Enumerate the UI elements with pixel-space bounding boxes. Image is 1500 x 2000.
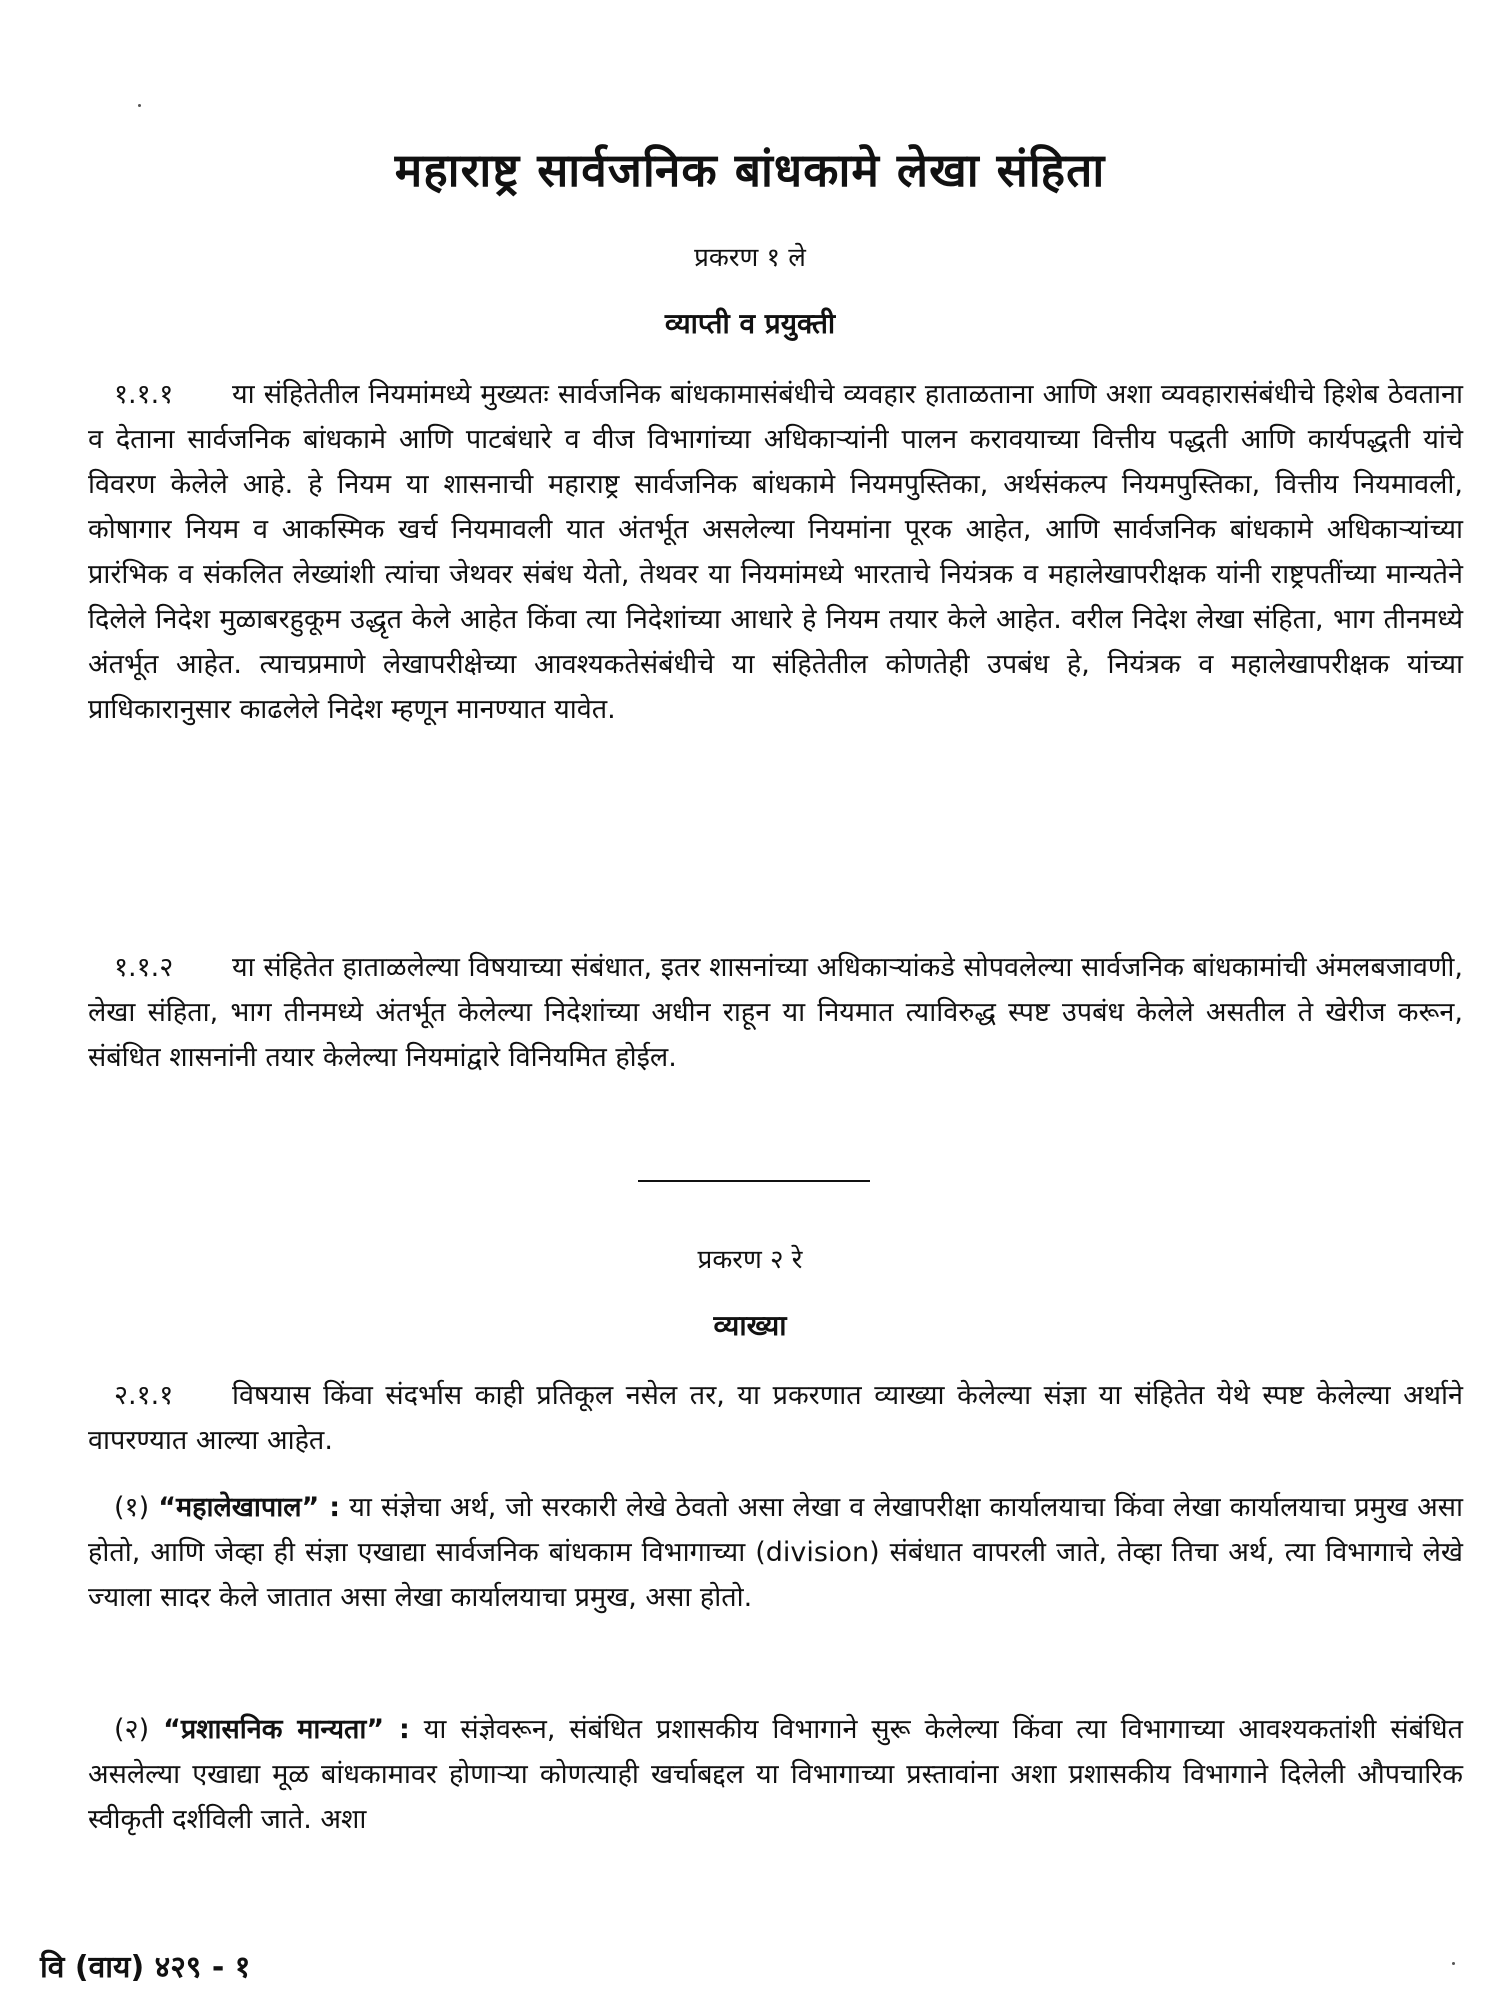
definition-2 (88, 1707, 1463, 1842)
definition-text: या संज्ञेचा अर्थ, जो सरकारी लेखे ठेवतो असा लेखा व लेखापरीक्षा कार्यालयाचा किंवा लेखा कार्यालयाचा प्रमुख असा होतो, आणि जेव्हा ही संज्ञा एखाद्या सार्वजनिक बांधकाम विभागाच्या (division) संबंधात वापरली जाते, तेव्हा तिचा अर्थ, त्या विभागाचे लेखे ज्याला सादर केले जातात असा लेखा कार्यालयाचा प्रमुख, असा होतो. (88, 1492, 1463, 1613)
clause-text: विषयास किंवा संदर्भास काही प्रतिकूल नसेल तर, या प्रकरणात व्याख्या केलेल्या संज्ञा या संहितेत येथे स्पष्ट केलेल्या अर्थाने वापरण्यात आल्या आहेत. (88, 1380, 1463, 1456)
section-divider (638, 1180, 870, 1182)
clause-text: या संहितेतील नियमांमध्ये मुख्यतः सार्वजनिक बांधकामासंबंधीचे व्यवहार हाताळताना आणि अशा व्यवहारासंबंधीचे हिशेब ठेवताना व देताना सार्वजनिक बांधकामे आणि पाटबंधारे व वीज विभागांच्या अधिकाऱ्यांनी पालन करावयाच्या वित्तीय पद्धती आणि कार्यपद्धती यांचे विवरण केलेले आहे. हे नियम या शासनाची महाराष्ट्र सार्वजनिक बांधकामे नियमपुस्तिका, अर्थसंकल्प नियमपुस्तिका, वित्तीय नियमावली, कोषागार नियम व आकस्मिक खर्च नियमावली यात अंतर्भूत असलेल्या नियमांना पूरक आहेत, आणि सार्वजनिक बांधकामे अधिकाऱ्यांच्या प्रारंभिक व संकलित लेख्यांशी त्यांचा जेथवर संबंध येतो, तेथवर या नियमांमध्ये भारताचे नियंत्रक व महालेखापरीक्षक यांनी राष्ट्रपतींच्या मान्यतेने दिलेले निदेश मुळाबरहुकूम उद्धृत केले आहेत किंवा त्या निदेशांच्या आधारे हे नियम तयार केले आहेत. वरील निदेश लेखा संहिता, भाग तीनमध्ये अंतर्भूत आहेत. त्याचप्रमाणे लेखापरीक्षेच्या आवश्यकतेसंबंधीचे या संहितेतील कोणतेही उपबंध हे, नियंत्रक व महालेखापरीक्षक यांच्या प्राधिकारानुसार काढलेले निदेश म्हणून मानण्यात यावेत. (88, 379, 1463, 725)
chapter-2-label: प्रकरण २ रे (697, 1245, 803, 1275)
chapter-2-heading: व्याख्या (713, 1309, 787, 1342)
clause-number: २.१.१ (114, 1380, 174, 1411)
document-title: महाराष्ट्र सार्वजनिक बांधकामे लेखा संहिता (394, 143, 1106, 197)
definition-number: (१) (114, 1492, 150, 1523)
clause-text: या संहितेत हाताळलेल्या विषयाच्या संबंधात, इतर शासनांच्या अधिकाऱ्यांकडे सोपवलेल्या सार्वजनिक बांधकामांची अंमलबजावणी, लेखा संहिता, भाग तीनमध्ये अंतर्भूत केलेल्या निदेशांच्या अधीन राहून या नियमात त्याविरुद्ध स्पष्ट उपबंध केलेले असतील ते खेरीज करून, संबंधित शासनांनी तयार केलेल्या नियमांद्वारे विनियमित होईल. (88, 952, 1463, 1073)
definition-term: “प्रशासनिक मान्यता” : (163, 1714, 410, 1745)
clause-2-1-1 (88, 1373, 1463, 1463)
footer-code: वि (वाय) ४२९ - १ (40, 1950, 251, 1985)
clause-number: १.१.२ (114, 952, 174, 983)
scan-speck (138, 104, 141, 107)
definition-term: “महालेखापाल” : (158, 1492, 341, 1523)
definition-number: (२) (114, 1714, 150, 1745)
clause-1-1-1 (88, 372, 1463, 732)
chapter-1-label: प्रकरण १ ले (694, 243, 806, 273)
chapter-1-heading: व्याप्ती व प्रयुक्ती (664, 307, 836, 340)
definition-1 (88, 1485, 1463, 1620)
definition-text: या संज्ञेवरून, संबंधित प्रशासकीय विभागाने सुरू केलेल्या किंवा त्या विभागाच्या आवश्यकतांशी संबंधित असलेल्या एखाद्या मूळ बांधकामावर होणाऱ्या कोणत्याही खर्चाबद्दल या विभागाच्या प्रस्तावांना अशा प्रशासकीय विभागाने दिलेली औपचारिक स्वीकृती दर्शविली जाते. अशा (88, 1714, 1464, 1835)
scan-speck (1452, 1962, 1455, 1965)
clause-number: १.१.१ (114, 379, 174, 410)
clause-1-1-2 (88, 945, 1463, 1080)
